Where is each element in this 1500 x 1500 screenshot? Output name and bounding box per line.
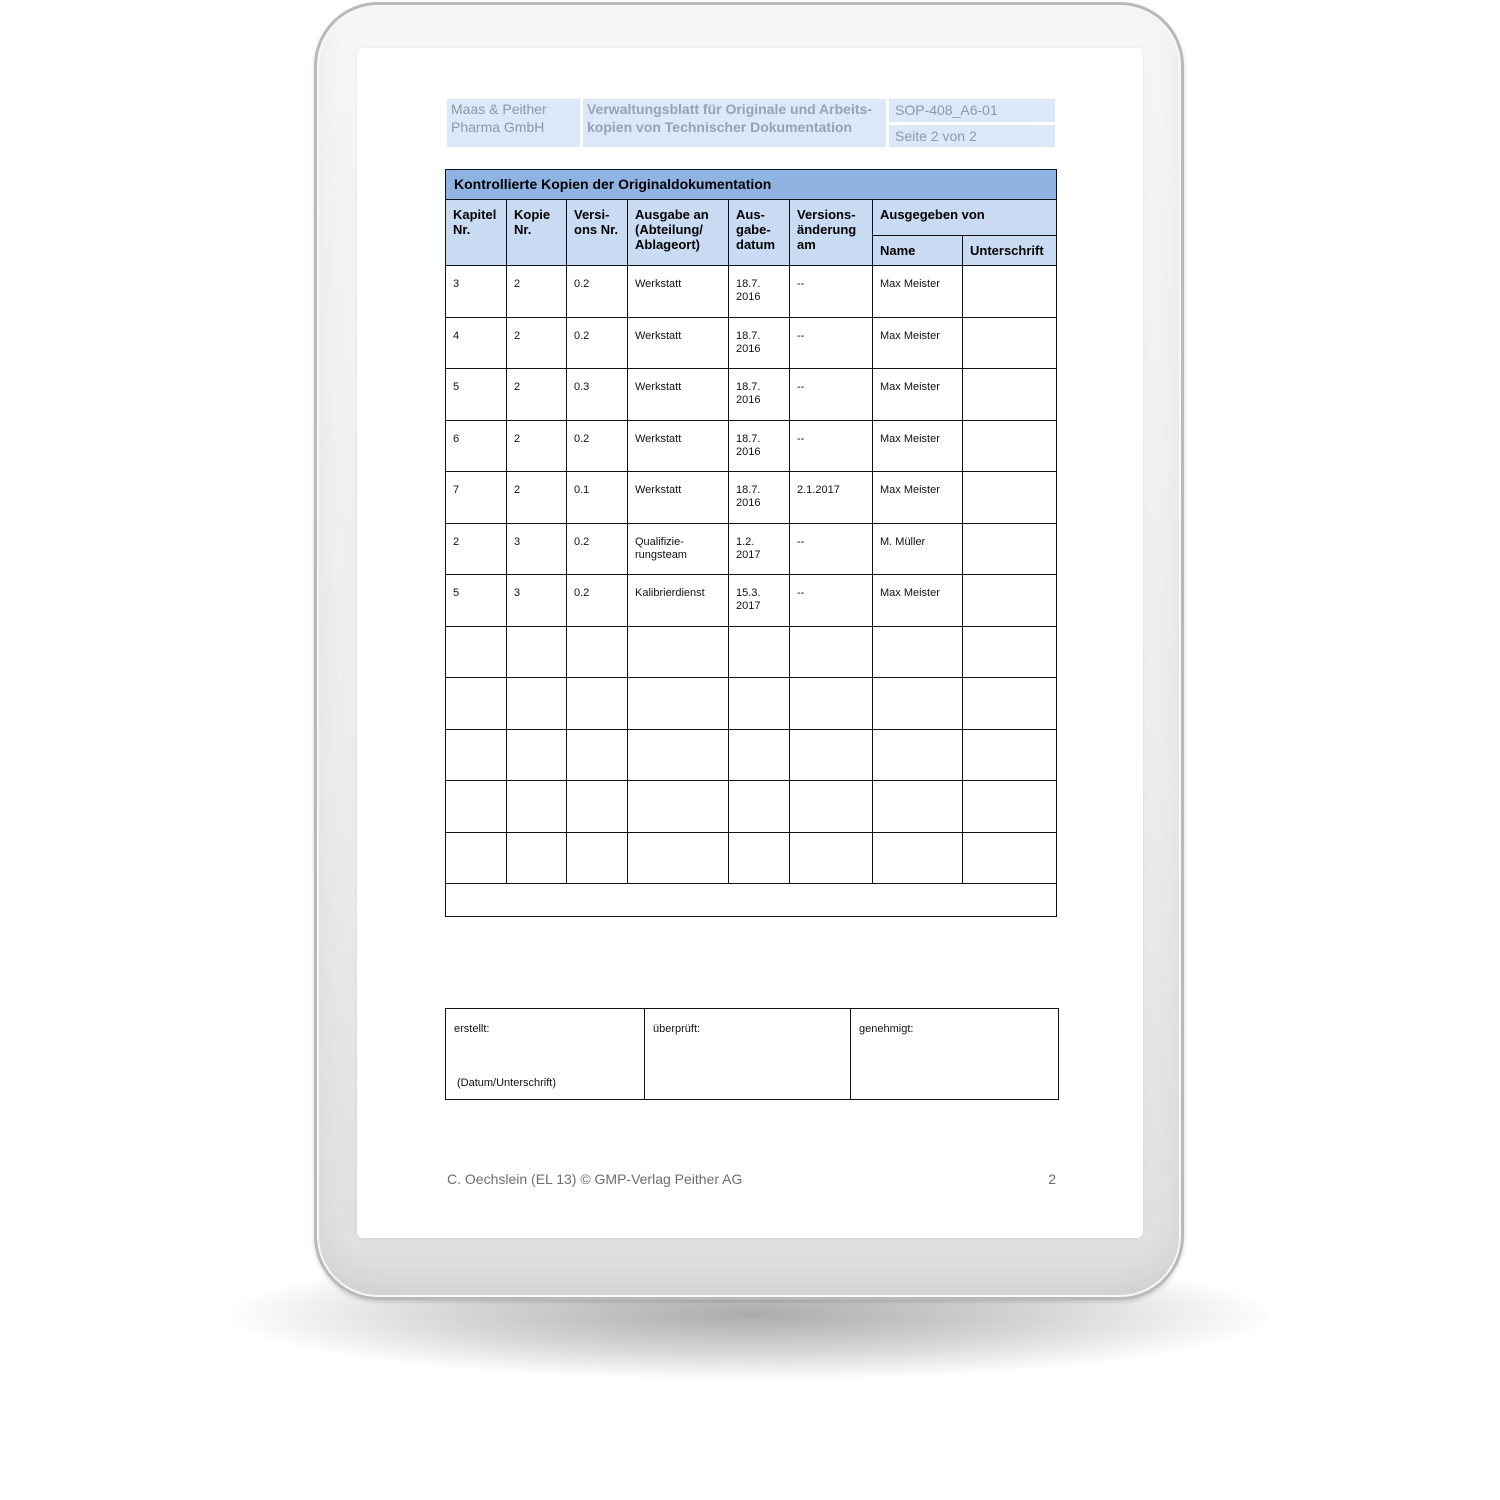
cell-datum xyxy=(729,317,790,369)
cell-kapitel: 5 xyxy=(446,575,507,627)
header-ausgabe-an: Ausgabe an (Abteilung/ Ablageort) xyxy=(628,200,729,266)
cell-kopie: 2 xyxy=(507,369,567,421)
header-ausgabedatum: Aus- gabe- datum xyxy=(729,200,790,266)
cell-unterschrift[interactable] xyxy=(963,369,1057,421)
cell-datum xyxy=(729,523,790,575)
table-row xyxy=(446,266,1057,318)
cell-unterschrift[interactable] xyxy=(963,678,1057,730)
genehmigt-label: genehmigt: xyxy=(859,1023,914,1035)
table-footer-row xyxy=(446,884,1057,917)
cell-kopie xyxy=(507,678,567,730)
cell-kapitel xyxy=(446,729,507,781)
header-page-info: Seite 2 von 2 xyxy=(889,125,1055,147)
cell-ausgabe-line: rungsteam xyxy=(635,548,687,561)
cell-kopie xyxy=(507,626,567,678)
header-ausgegeben-von: Ausgegeben von xyxy=(873,200,1057,236)
cell-aenderung: -- xyxy=(790,575,873,627)
signature-table xyxy=(445,1008,1059,1100)
cell-aenderung xyxy=(790,729,873,781)
cell-version: 0.3 xyxy=(567,369,628,421)
header-company xyxy=(447,99,580,147)
company-line-2: Pharma GmbH xyxy=(451,119,545,135)
table-caption: Kontrollierte Kopien der Originaldokumentation xyxy=(446,170,1057,200)
company-line-1: Maas & Peither xyxy=(451,101,547,117)
ueberprueft-label: überprüft: xyxy=(653,1023,701,1035)
cell-unterschrift[interactable] xyxy=(963,832,1057,884)
cell-ausgabe xyxy=(628,317,729,369)
cell-kapitel xyxy=(446,678,507,730)
cell-datum xyxy=(729,626,790,678)
header-version: Versi- ons Nr. xyxy=(567,200,628,266)
cell-kapitel: 4 xyxy=(446,317,507,369)
cell-datum xyxy=(729,266,790,318)
cell-name: Max Meister xyxy=(873,420,963,472)
cell-ausgabe-line: Werkstatt xyxy=(635,329,682,342)
cell-ausgabe xyxy=(628,575,729,627)
table-row xyxy=(446,678,1057,730)
cell-kapitel xyxy=(446,832,507,884)
cell-ausgabe-line: Werkstatt xyxy=(635,278,682,290)
cell-kopie: 2 xyxy=(507,317,567,369)
cell-datum xyxy=(729,472,790,524)
cell-datum xyxy=(729,575,790,627)
cell-datum-line: 18.7. xyxy=(736,484,761,496)
cell-ausgabe xyxy=(628,523,729,575)
cell-ausgabe-line: Werkstatt xyxy=(635,432,682,445)
cell-name xyxy=(873,781,963,833)
header-name: Name xyxy=(873,236,963,266)
cell-version xyxy=(567,729,628,781)
cell-datum xyxy=(729,781,790,833)
cell-kopie: 2 xyxy=(507,266,567,318)
header-doc-code: SOP-408_A6-01 xyxy=(889,99,1055,122)
erstellt-label: erstellt: xyxy=(454,1023,490,1035)
cell-aenderung: -- xyxy=(790,523,873,575)
cell-kopie: 2 xyxy=(507,420,567,472)
cell-unterschrift[interactable] xyxy=(963,472,1057,524)
cell-ausgabe-line: Werkstatt xyxy=(635,381,682,393)
cell-unterschrift[interactable] xyxy=(963,626,1057,678)
cell-name: Max Meister xyxy=(873,472,963,524)
cell-unterschrift[interactable] xyxy=(963,523,1057,575)
header-versionsaenderung: Versions- änderung am xyxy=(790,200,873,266)
cell-aenderung: -- xyxy=(790,420,873,472)
document-header xyxy=(447,99,1055,147)
cell-aenderung: -- xyxy=(790,369,873,421)
cell-name xyxy=(873,626,963,678)
cell-ausgabe-line: Kalibrierdienst xyxy=(635,587,705,599)
cell-version xyxy=(567,781,628,833)
cell-aenderung: -- xyxy=(790,266,873,318)
cell-name: Max Meister xyxy=(873,575,963,627)
cell-ausgabe-line: Qualifizie- xyxy=(635,535,684,548)
footer-page-number: 2 xyxy=(1048,1171,1056,1187)
cell-ausgabe xyxy=(628,472,729,524)
cell-kapitel: 7 xyxy=(446,472,507,524)
header-kopie: Kopie Nr. xyxy=(507,200,567,266)
cell-version: 0.1 xyxy=(567,472,628,524)
table-row xyxy=(446,472,1057,524)
cell-ausgabe xyxy=(628,420,729,472)
cell-datum-line: 18.7. xyxy=(736,432,761,445)
cell-kopie xyxy=(507,832,567,884)
cell-datum-line: 18.7. xyxy=(736,381,761,393)
cell-name: Max Meister xyxy=(873,266,963,318)
signature-genehmigt[interactable] xyxy=(851,1009,1059,1100)
cell-version: 0.2 xyxy=(567,317,628,369)
cell-datum-line: 2017 xyxy=(736,548,761,561)
cell-datum-line: 2016 xyxy=(736,394,761,406)
cell-unterschrift[interactable] xyxy=(963,729,1057,781)
cell-version xyxy=(567,832,628,884)
signature-hint: (Datum/Unterschrift) xyxy=(457,1077,557,1089)
cell-ausgabe xyxy=(628,832,729,884)
cell-version: 0.2 xyxy=(567,266,628,318)
cell-unterschrift[interactable] xyxy=(963,420,1057,472)
cell-unterschrift[interactable] xyxy=(963,781,1057,833)
controlled-copies-table xyxy=(445,169,1057,917)
cell-name: Max Meister xyxy=(873,369,963,421)
cell-datum-line: 2016 xyxy=(736,291,761,303)
cell-datum xyxy=(729,678,790,730)
cell-kopie: 2 xyxy=(507,472,567,524)
cell-aenderung xyxy=(790,781,873,833)
cell-aenderung xyxy=(790,832,873,884)
cell-datum xyxy=(729,420,790,472)
cell-unterschrift[interactable] xyxy=(963,575,1057,627)
cell-kapitel: 2 xyxy=(446,523,507,575)
cell-version: 0.2 xyxy=(567,420,628,472)
header-unterschrift: Unterschrift xyxy=(963,236,1057,266)
header-kapitel: Kapitel Nr. xyxy=(446,200,507,266)
table-row xyxy=(446,523,1057,575)
cell-kopie: 3 xyxy=(507,523,567,575)
cell-version: 0.2 xyxy=(567,523,628,575)
table-row xyxy=(446,626,1057,678)
cell-kapitel: 5 xyxy=(446,369,507,421)
cell-name: M. Müller xyxy=(873,523,963,575)
cell-datum xyxy=(729,369,790,421)
table-row xyxy=(446,832,1057,884)
cell-datum-line: 2016 xyxy=(736,497,761,509)
title-line-1: Verwaltungsblatt für Originale und Arbeits- xyxy=(587,101,872,117)
cell-datum-line: 2017 xyxy=(736,600,761,612)
header-title xyxy=(583,99,886,147)
table-row xyxy=(446,317,1057,369)
cell-datum xyxy=(729,729,790,781)
cell-version: 0.2 xyxy=(567,575,628,627)
cell-datum-line: 2016 xyxy=(736,342,761,355)
footer-author: C. Oechslein (EL 13) © GMP-Verlag Peither AG xyxy=(447,1171,743,1187)
cell-kopie: 3 xyxy=(507,575,567,627)
table-row xyxy=(446,369,1057,421)
cell-aenderung: 2.1.2017 xyxy=(790,472,873,524)
signature-erstellt[interactable] xyxy=(446,1009,645,1100)
cell-datum-line: 2016 xyxy=(736,445,761,458)
cell-kapitel: 3 xyxy=(446,266,507,318)
cell-ausgabe xyxy=(628,729,729,781)
cell-kapitel: 6 xyxy=(446,420,507,472)
title-line-2: kopien von Technischer Dokumentation xyxy=(587,119,853,135)
cell-kapitel xyxy=(446,781,507,833)
cell-aenderung xyxy=(790,678,873,730)
table-row xyxy=(446,420,1057,472)
cell-datum-line: 18.7. xyxy=(736,278,761,290)
cell-datum-line: 15.3. xyxy=(736,587,761,599)
table-row xyxy=(446,575,1057,627)
cell-aenderung: -- xyxy=(790,317,873,369)
cell-name: Max Meister xyxy=(873,317,963,369)
table-row xyxy=(446,781,1057,833)
cell-datum-line: 1.2. xyxy=(736,535,755,548)
cell-kopie xyxy=(507,729,567,781)
cell-ausgabe xyxy=(628,369,729,421)
cell-name xyxy=(873,832,963,884)
cell-name xyxy=(873,729,963,781)
cell-unterschrift[interactable] xyxy=(963,317,1057,369)
cell-ausgabe xyxy=(628,781,729,833)
cell-kopie xyxy=(507,781,567,833)
cell-ausgabe xyxy=(628,626,729,678)
cell-ausgabe xyxy=(628,266,729,318)
cell-datum-line: 18.7. xyxy=(736,329,761,342)
cell-version xyxy=(567,626,628,678)
cell-unterschrift[interactable] xyxy=(963,266,1057,318)
cell-aenderung xyxy=(790,626,873,678)
cell-datum xyxy=(729,832,790,884)
signature-ueberprueft[interactable] xyxy=(645,1009,851,1100)
table-row xyxy=(446,729,1057,781)
cell-ausgabe xyxy=(628,678,729,730)
cell-version xyxy=(567,678,628,730)
cell-kapitel xyxy=(446,626,507,678)
cell-ausgabe-line: Werkstatt xyxy=(635,484,682,496)
cell-name xyxy=(873,678,963,730)
